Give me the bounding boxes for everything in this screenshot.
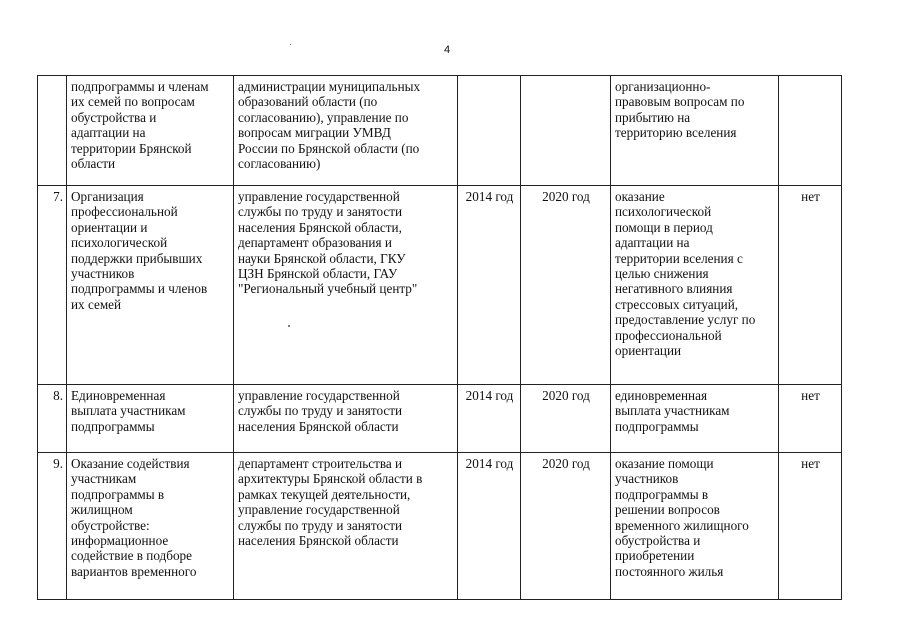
result-cell: организационно- правовым вопросам по прибытию на территорию вселения — [611, 76, 779, 186]
table-row — [38, 76, 842, 186]
executor-cell: управление государственной службы по труду и занятости населения Брянской области, департамент образования и науки Брянской области, ГКУ ЦЗН Брянской области, ГАУ "Региональный учебный центр" — [234, 186, 458, 385]
start-year-cell: 2014 год — [458, 453, 521, 600]
end-year-cell: 2020 год — [521, 385, 611, 453]
event-cell: Организация профессиональной ориентации и психологической поддержки прибывших участников подпрограммы и членов их семей — [67, 186, 234, 385]
row-number: 9. — [38, 453, 67, 600]
scan-speck — [290, 44, 291, 45]
start-year-cell: 2014 год — [458, 186, 521, 385]
indicator-cell: нет — [779, 453, 842, 600]
end-year-cell: 2020 год — [521, 453, 611, 600]
executor-cell: управление государственной службы по труду и занятости населения Брянской области — [234, 385, 458, 453]
event-cell: Оказание содействия участникам подпрограммы в жилищном обустройстве: информационное содействие в подборе вариантов временного — [67, 453, 234, 600]
executor-cell: департамент строительства и архитектуры Брянской области в рамках текущей деятельности, управление государственной службы по труду и занятости населения Брянской области — [234, 453, 458, 600]
end-year-cell — [521, 76, 611, 186]
executor-cell: администрации муниципальных образований области (по согласованию), управление по вопросам миграции УМВД России по Брянской области (по согласованию) — [234, 76, 458, 186]
scan-speck — [288, 325, 290, 327]
page-number: 4 — [444, 44, 451, 56]
end-year-cell: 2020 год — [521, 186, 611, 385]
result-cell: оказание помощи участников подпрограммы в решении вопросов временного жилищного обустройства и приобретении постоянного жилья — [611, 453, 779, 600]
event-cell: Единовременная выплата участникам подпрограммы — [67, 385, 234, 453]
table-row — [38, 186, 842, 385]
result-cell: оказание психологической помощи в период адаптации на территории вселения с целью снижения негативного влияния стрессовых ситуаций, предоставление услуг по профессиональной ориентации — [611, 186, 779, 385]
result-cell: единовременная выплата участникам подпрограммы — [611, 385, 779, 453]
row-number: 7. — [38, 186, 67, 385]
program-activities-table — [37, 75, 842, 600]
indicator-cell: нет — [779, 186, 842, 385]
event-cell: подпрограммы и членам их семей по вопросам обустройства и адаптации на территории Брянской области — [67, 76, 234, 186]
table-row — [38, 453, 842, 600]
table-row — [38, 385, 842, 453]
start-year-cell — [458, 76, 521, 186]
start-year-cell: 2014 год — [458, 385, 521, 453]
row-number: 8. — [38, 385, 67, 453]
indicator-cell — [779, 76, 842, 186]
indicator-cell: нет — [779, 385, 842, 453]
row-number — [38, 76, 67, 186]
